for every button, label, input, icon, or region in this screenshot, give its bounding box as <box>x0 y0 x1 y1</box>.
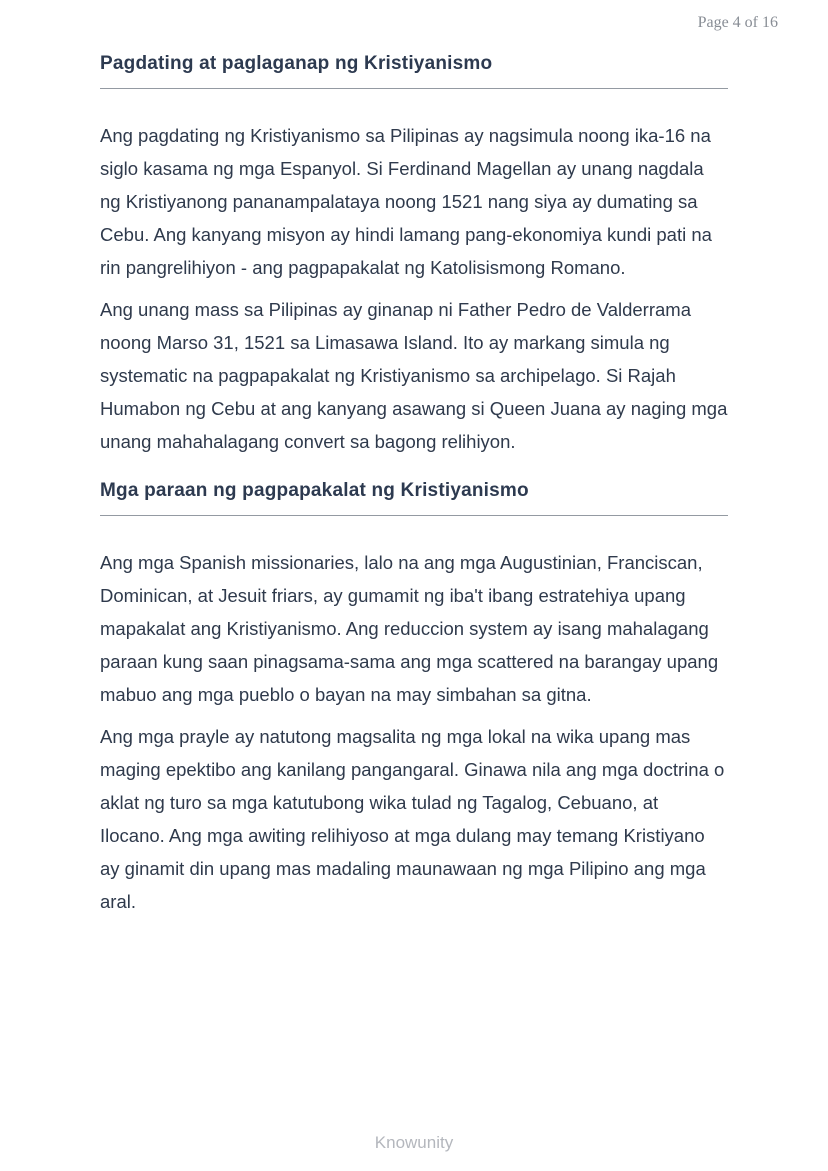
page-number-indicator: Page 4 of 16 <box>697 14 778 31</box>
paragraph-4: Ang mga prayle ay natutong magsalita ng mga lokal na wika upang mas maging epektibo ang kanilang pangangaral. Ginawa nila ang mga doctrina o aklat ng turo sa mga katutubong wika tulad ng Tagalog, Cebuano, at Ilocano. Ang mga awiting relihiyoso at mga dulang may temang Kristiyano ay ginamit din upang mas madaling maunawaan ng mga Pilipino ang mga aral. <box>100 726 725 912</box>
brand-footer: Knowunity <box>374 1133 454 1152</box>
section-heading-mga-paraan: Mga paraan ng pagpapakalat ng Kristiyanismo <box>100 479 728 516</box>
paragraph-3: Ang mga Spanish missionaries, lalo na ang mga Augustinian, Franciscan, Dominican, at Jesuit friars, ay gumamit ng iba't ibang estratehiya upang mapakalat ang Kristiyanismo. Ang reduccion system ay isang mahalagang paraan kung saan pinagsama-sama ang mga scattered na barangay upang mabuo ang mga pueblo o bayan na may simbahan sa gitna. <box>100 552 719 705</box>
document-content <box>100 52 728 927</box>
section-heading-pagdating: Pagdating at paglaganap ng Kristiyanismo <box>100 52 728 89</box>
paragraph-2: Ang unang mass sa Pilipinas ay ginanap ni Father Pedro de Valderrama noong Marso 31, 1521 sa Limasawa Island. Ito ay markang simula ng systematic na pagpapakalat ng Kristiyanismo sa archipelago. Si Rajah Humabon ng Cebu at ang kanyang asawang si Queen Juana ay naging mga unang mahahalagang convert sa bagong relihiyon. <box>100 299 728 452</box>
paragraph-1: Ang pagdating ng Kristiyanismo sa Pilipinas ay nagsimula noong ika-16 na siglo kasama ng mga Espanyol. Si Ferdinand Magellan ay unang nagdala ng Kristiyanong pananampalataya noong 1521 nang siya ay dumating sa Cebu. Ang kanyang misyon ay hindi lamang pang-ekonomiya kundi pati na rin pangrelihiyon - ang pagpapakalat ng Katolisismong Romano. <box>100 125 712 278</box>
